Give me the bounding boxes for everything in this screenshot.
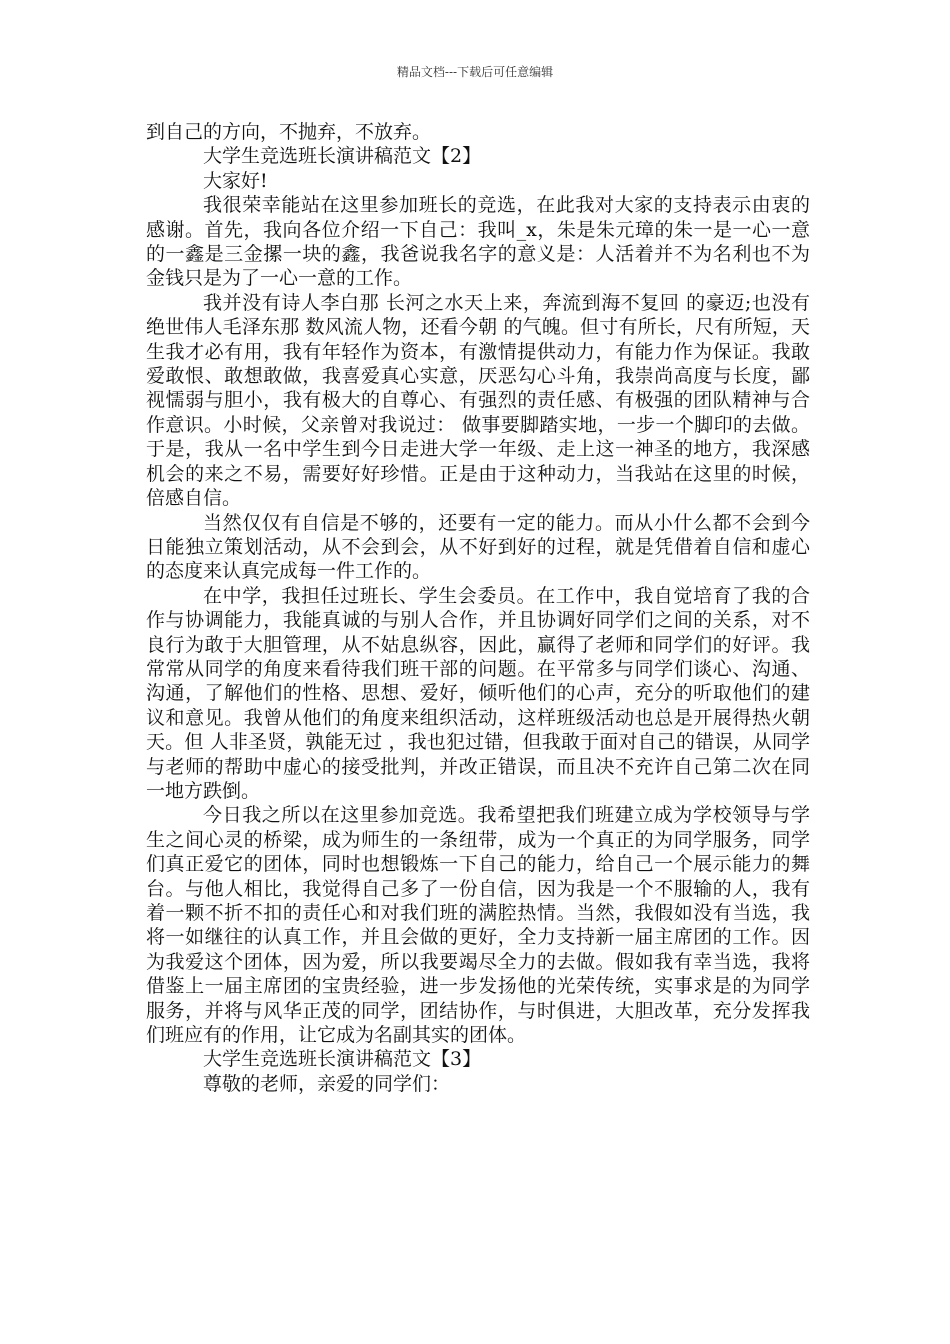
document-body [146,120,810,1096]
paragraph: 当然仅仅有自信是不够的，还要有一定的能力。而从小什么都不会到今日能独立策划活动，从不会到会，从不好到好的过程，就是凭借着自信和虚心的态度来认真完成每一件工作的。 [146,511,810,583]
section-title-2: 大学生竞选班长演讲稿范文【2】 [203,145,482,168]
paragraph: 我很荣幸能站在这里参加班长的竞选，在此我对大家的支持表示由衷的感谢。首先，我向各位介绍一下自己：我叫_x，朱是朱元璋的朱一是一心一意的一鑫是三金摞一块的鑫，我爸说我名字的意义是：人活着并不为名利也不为金钱只是为了一心一意的工作。 [146,194,810,290]
greeting: 大家好! [203,169,268,192]
paragraph-continuation: 到自己的方向，不抛弃，不放弃。 [146,121,432,143]
salutation: 尊敬的老师，亲爱的同学们： [203,1072,451,1095]
page-header: 精品文档---下载后可任意编辑 [396,65,554,79]
section-title-3: 大学生竞选班长演讲稿范文【3】 [203,1048,482,1071]
paragraph: 今日我之所以在这里参加竞选。我希望把我们班建立成为学校领导与学生之间心灵的桥梁，成为师生的一条纽带，成为一个真正的为同学服务，同学们真正爱它的团体，同时也想锻炼一下自己的能力，给自己一个展示能力的舞台。与他人相比，我觉得自己多了一份自信，因为我是一个不服输的人，我有着一颗不折不扣的责任心和对我们班的满腔热情。当然，我假如没有当选，我将一如继往的认真工作，并且会做的更好，全力支持新一届主席团的工作。因为我爱这个团体，因为爱，所以我要竭尽全力的去做。假如我有幸当选，我将借鉴上一届主席团的宝贵经验，进一步发扬他的光荣传统，实事求是的为同学服务，并将与风华正茂的同学，团结协作，与时俱进，大胆改革，充分发挥我们班应有的作用，让它成为名副其实的团体。 [146,804,810,1047]
paragraph: 我并没有诗人李白那 长河之水天上来，奔流到海不复回 的豪迈;也没有绝世伟人毛泽东那 数风流人物，还看今朝 的气魄。但寸有所长，尺有所短，天生我才必有用，我有年轻作为资本，有激情提供动力，有能力作为保证。我敢爱敢恨、敢想敢做，我喜爱真心实意，厌恶勾心斗角，我崇尚高度与长度，鄙视懦弱与胆小，我有极大的自尊心、有强烈的责任感、有极强的团队精神与合作意识。小时候，父亲曾对我说过： 做事要脚踏实地，一步一个脚印的去做。 于是，我从一名中学生到今日走进大学一年级、走上这一神圣的地方，我深感机会的来之不易，需要好好珍惜。正是由于这种动力，当我站在这里的时候，倍感自信。 [146,291,810,510]
paragraph: 在中学，我担任过班长、学生会委员。在工作中，我自觉培育了我的合作与协调能力，我能真诚的与别人合作，并且协调好同学们之间的关系，对不良行为敢于大胆管理，从不姑息纵容，因此，赢得了老师和同学们的好评。我常常从同学的角度来看待我们班干部的问题。在平常多与同学们谈心、沟通、沟通，了解他们的性格、思想、爱好，倾听他们的心声，充分的听取他们的建议和意见。我曾从他们的角度来组织活动，这样班级活动也总是开展得热火朝天。但 人非圣贤，孰能无过 ，我也犯过错，但我敢于面对自己的错误，从同学与老师的帮助中虚心的接受批判，并改正错误，而且决不充许自己第二次在同一地方跌倒。 [146,584,810,802]
